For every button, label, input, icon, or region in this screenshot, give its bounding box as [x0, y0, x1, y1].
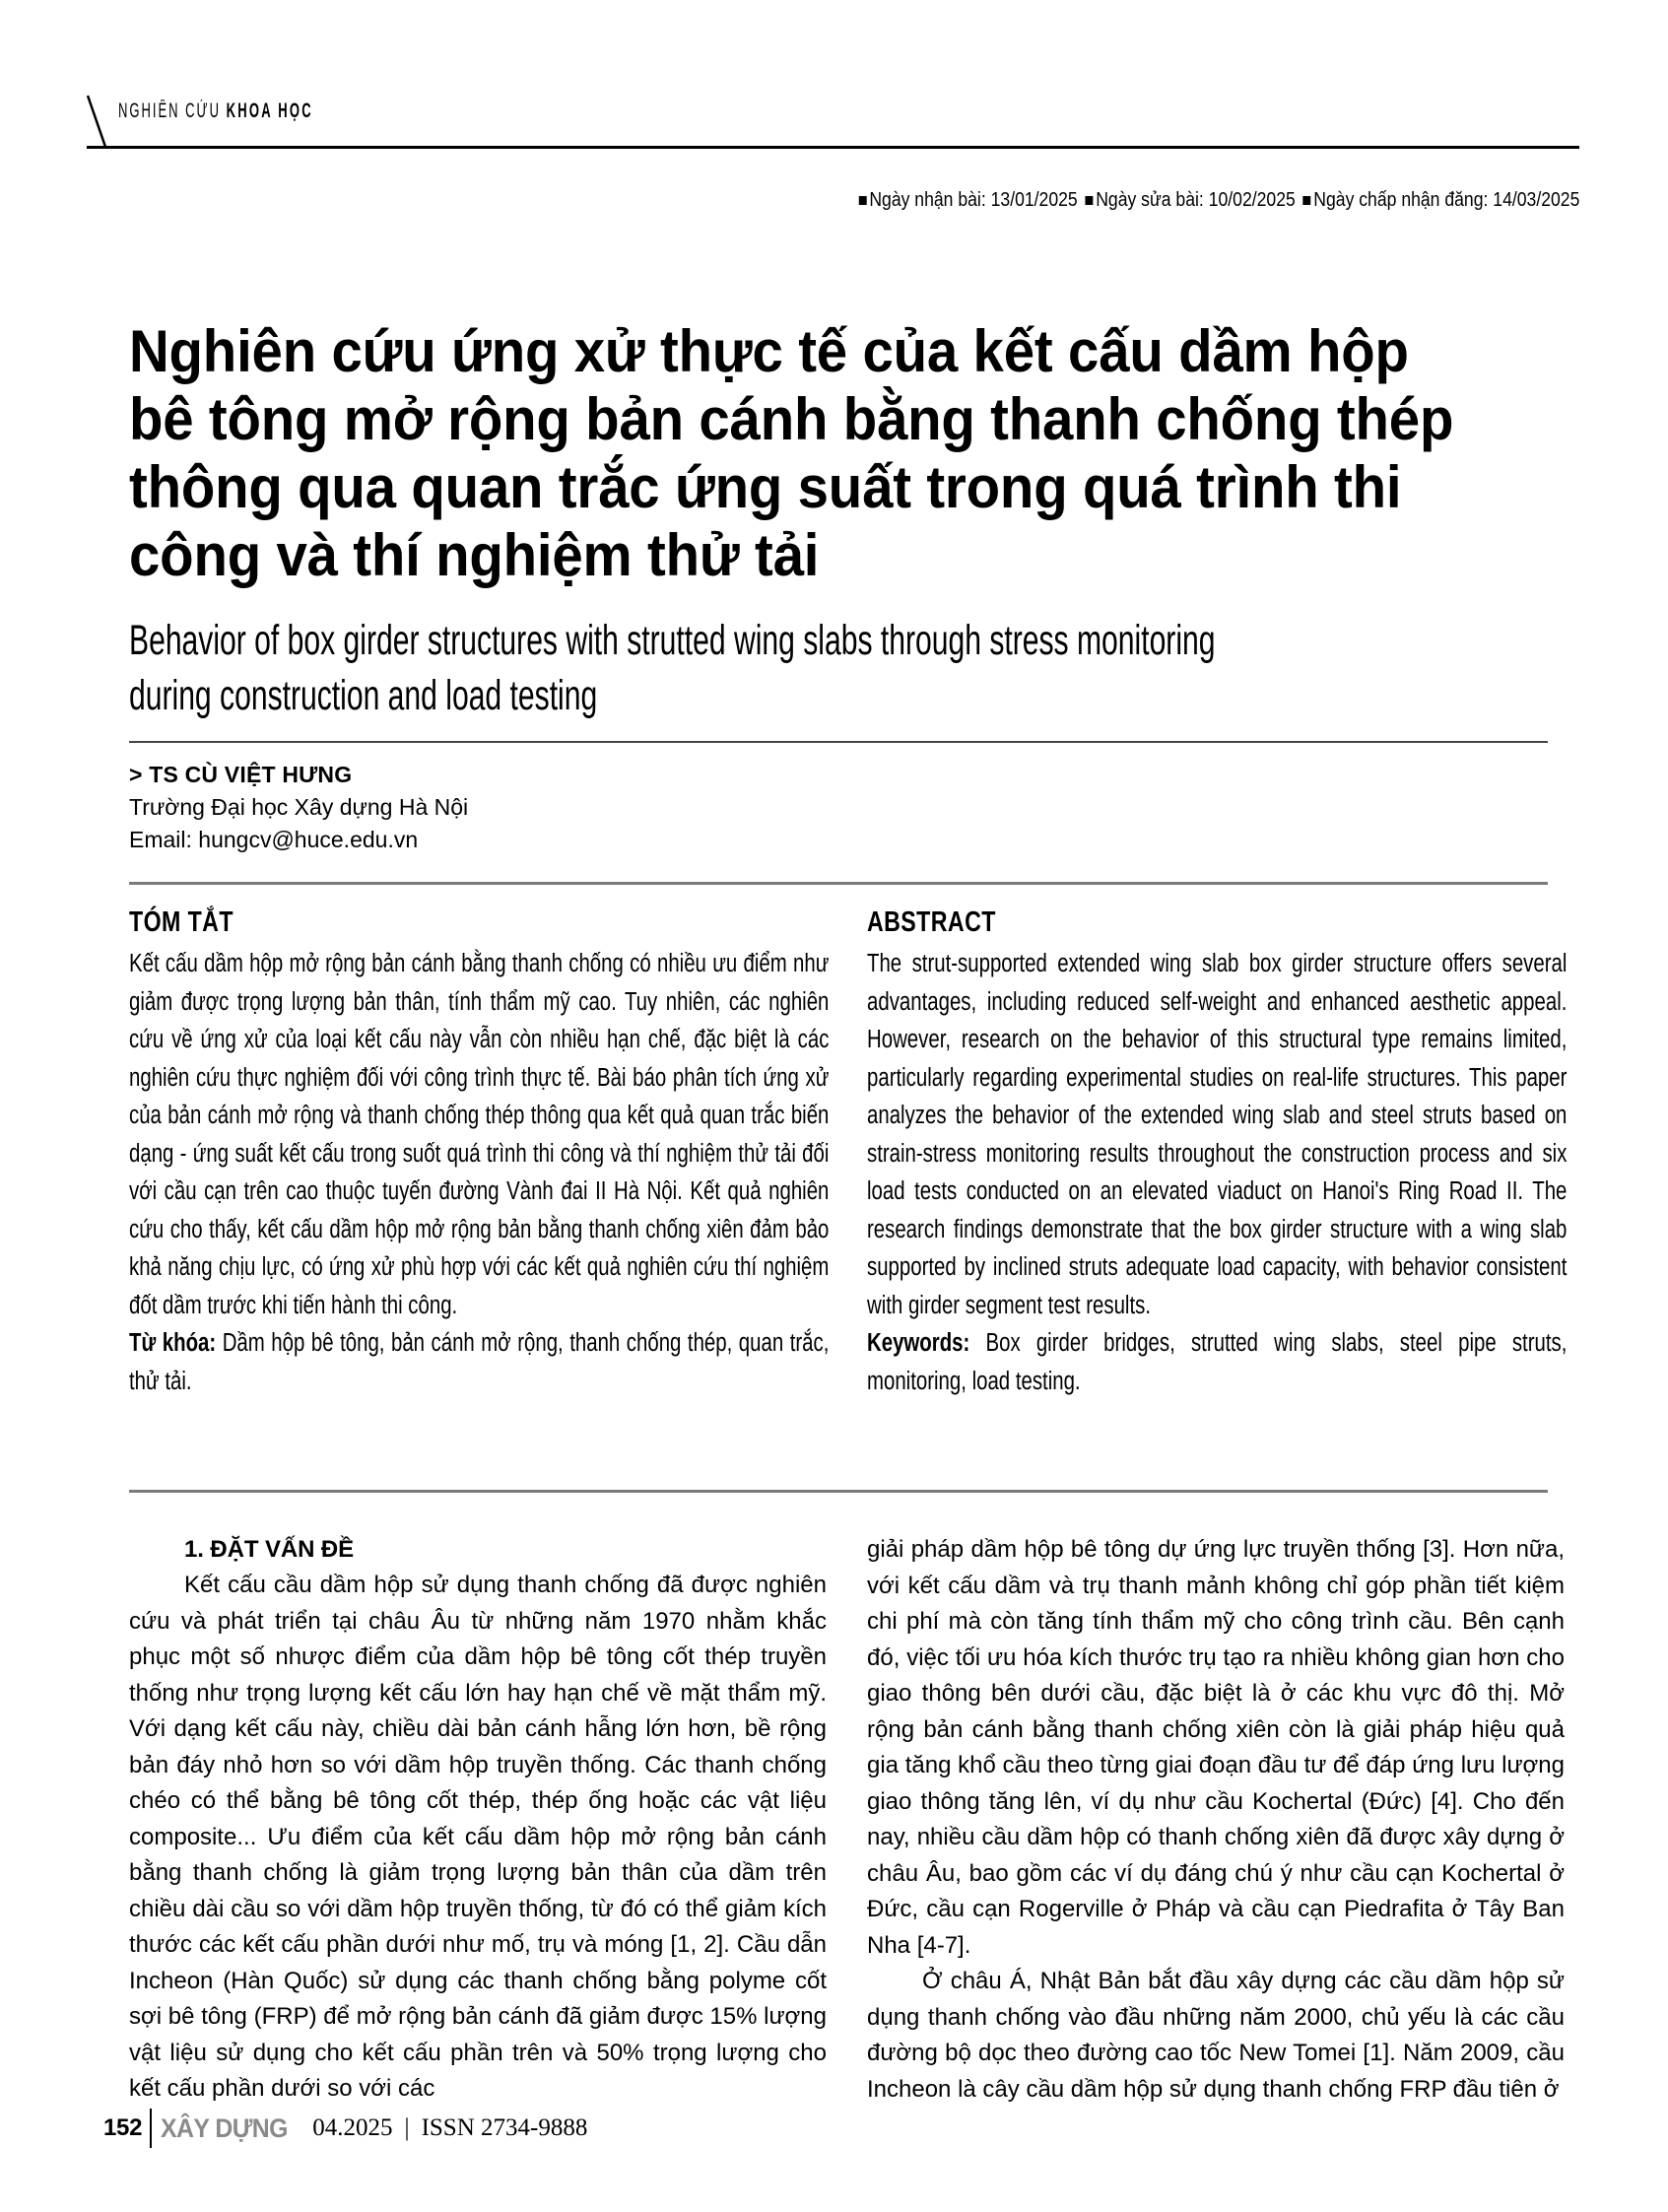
- article-title-english: [129, 613, 1216, 723]
- publication-dates: [858, 189, 1579, 212]
- author-email[interactable]: Email: hungcv@huce.edu.vn: [129, 827, 419, 852]
- issn-number: ISSN 2734-9888: [421, 2114, 588, 2141]
- abstract-top-divider: [129, 882, 1548, 885]
- abstract-english-heading: ABSTRACT: [867, 906, 996, 938]
- bullet-square-icon: [1085, 196, 1093, 205]
- issue-date: 04.2025: [312, 2114, 393, 2141]
- body-column-left: [129, 1532, 827, 2108]
- body-paragraph: giải pháp dầm hộp bê tông dự ứng lực truyền thống [3]. Hơn nữa, với kết cấu dầm và trụ thanh mảnh không chỉ góp phần tiết kiệm chi phí mà còn tăng tính thẩm mỹ cho công trình cầu. Bên cạnh đó, việc tối ưu hóa kích thước trụ tạo ra nhiều không gian hơn cho giao thông bên dưới cầu, đặc biệt là ở các khu vực đô thị. Mở rộng bản cánh bằng thanh chống xiên còn là giải pháp hiệu quả gia tăng khổ cầu theo từng giai đoạn đầu tư để đáp ứng lưu lượng giao thông tăng lên, ví dụ như cầu Kochertal (Đức) [4]. Cho đến nay, nhiều cầu dầm hộp có thanh chống xiên đã được xây dựng ở châu Âu, bao gồm các ví dụ đáng chú ý như cầu cạn Kochertal ở Đức, cầu cạn Rogerville ở Pháp và cầu cạn Piedrafita ở Tây Ban Nha [4-7].: [867, 1536, 1565, 1959]
- keywords-english-list: Box girder bridges, strutted wing slabs, steel pipe struts, monitoring, load testing.: [867, 1329, 1568, 1395]
- running-head-label: [118, 97, 313, 126]
- accepted-date: 14/03/2025: [1492, 189, 1579, 211]
- keywords-vietnamese-list: Dầm hộp bê tông, bản cánh mở rộng, thanh chống thép, quan trắc, thử tải.: [129, 1329, 830, 1395]
- received-label: Ngày nhận bài:: [868, 189, 991, 211]
- abstract-english-body: The strut-supported extended wing slab box girder structure offers several advantages, including reduced self-weight and enhanced aesthetic appeal. However, research on the behavior of this structural type remains limited, particularly regarding experimental studies on real-life structures. This paper analyzes the behavior of the extended wing slab and steel struts based on strain-stress monitoring results throughout the construction process and six load tests conducted on an elevated viaduct on Hanoi's Ring Road II. The research findings demonstrate that the box girder structure with a wing slab supported by inclined struts adequate load capacity, with behavior consistent with girder segment test results.: [867, 950, 1568, 1319]
- bullet-square-icon: [858, 196, 866, 205]
- keywords-vietnamese-label: Từ khóa:: [129, 1329, 217, 1357]
- section-heading-1: 1. ĐẶT VẤN ĐỀ: [184, 1536, 355, 1563]
- revised-date: 10/02/2025: [1208, 189, 1296, 211]
- journal-logo: XÂY DỰNG: [161, 2112, 289, 2143]
- author-block: [129, 759, 468, 856]
- footer-separator: |: [404, 2114, 410, 2141]
- article-title-english-line2: during construction and load testing: [129, 672, 598, 719]
- running-head: [0, 95, 1668, 150]
- page-footer: [103, 2107, 587, 2150]
- abstract-vietnamese: [129, 902, 829, 1400]
- abstract-vietnamese-heading: TÓM TẮT: [129, 906, 234, 938]
- revised-label: Ngày sửa bài:: [1095, 189, 1209, 211]
- abstract-bottom-divider: [129, 1490, 1548, 1493]
- page-number: 152: [103, 2114, 143, 2141]
- received-date: 13/01/2025: [990, 189, 1078, 211]
- body-paragraph: Ở châu Á, Nhật Bản bắt đầu xây dựng các cầu dầm hộp sử dụng thanh chống vào đầu những năm 2000, chủ yếu là các cầu đường bộ dọc theo đường cao tốc New Tomei [1]. Năm 2009, cầu Incheon là cây cầu dầm hộp sử dụng thanh chống FRP đầu tiên ở: [867, 1968, 1565, 2103]
- running-head-bold: KHOA HỌC: [226, 100, 313, 122]
- abstract-english: [867, 902, 1567, 1400]
- accepted-label: Ngày chấp nhận đăng:: [1312, 189, 1493, 211]
- keywords-vietnamese: [129, 1324, 829, 1400]
- slash-decoration-icon: [87, 95, 112, 150]
- body-paragraph: Kết cấu cầu dầm hộp sử dụng thanh chống đã được nghiên cứu và phát triển tại châu Âu từ những năm 1970 nhằm khắc phục một số nhược điểm của dầm hộp bê tông cốt thép truyền thống như trọng lượng kết cấu lớn hay hạn chế về mặt thẩm mỹ. Với dạng kết cấu này, chiều dài bản cánh hẫng lớn hơn, bề rộng bản đáy nhỏ hơn so với dầm hộp truyền thống. Các thanh chống chéo có thể bằng bê tông cốt thép, thép ống hoặc các vật liệu composite... Ưu điểm của kết cấu dầm hộp mở rộng bản cánh bằng thanh chống là giảm trọng lượng bản thân của dầm trên chiều dài cầu so với dầm hộp truyền thống, từ đó có thể giảm kích thước các kết cấu phần dưới như mố, trụ và móng [1, 2]. Cầu dẫn Incheon (Hàn Quốc) sử dụng các thanh chống bằng polyme cốt sợi bê tông (FRP) để mở rộng bản cánh đã giảm được 15% lượng vật liệu sử dụng cho kết cấu phần trên và 50% trọng lượng cho kết cấu phần dưới so với các: [129, 1572, 827, 2102]
- body-column-right: [867, 1532, 1565, 2108]
- author-affiliation: Trường Đại học Xây dựng Hà Nội: [129, 794, 469, 820]
- article-title-english-line1: Behavior of box girder structures with strutted wing slabs through stress monitoring: [129, 617, 1216, 664]
- author-divider: [129, 741, 1548, 743]
- abstract-vietnamese-body: Kết cấu dầm hộp mở rộng bản cánh bằng thanh chống có nhiều ưu điểm như giảm được trọng lượng bản thân, tính thẩm mỹ cao. Tuy nhiên, các nghiên cứu về ứng xử của loại kết cấu này vẫn còn nhiều hạn chế, đặc biệt là các nghiên cứu thực nghiệm đối với công trình thực tế. Bài báo phân tích ứng xử của bản cánh mở rộng và thanh chống thép thông qua kết quả quan trắc biến dạng - ứng suất kết cấu trong suốt quá trình thi công và thí nghiệm thử tải đối với cầu cạn trên cao thuộc tuyến đường Vành đai II Hà Nội. Kết quả nghiên cứu cho thấy, kết cấu dầm hộp mở rộng bản bằng thanh chống xiên đảm bảo khả năng chịu lực, có ứng xử phù hợp với các kết quả nghiên cứu thí nghiệm đốt dầm trước khi tiến hành thi công.: [129, 950, 830, 1319]
- running-head-rule: [87, 146, 1579, 149]
- author-name: > TS CÙ VIỆT HƯNG: [129, 762, 353, 787]
- footer-divider: [150, 2109, 152, 2148]
- bullet-square-icon: [1302, 196, 1310, 205]
- keywords-english-label: Keywords:: [867, 1329, 970, 1357]
- article-title-vietnamese: Nghiên cứu ứng xử thực tế của kết cấu dầm hộp bê tông mở rộng bản cánh bằng thanh chống thép thông qua quan trắc ứng suất trong quá trình thi công và thí nghiệm thử tải: [129, 318, 1454, 589]
- running-head-prefix: NGHIÊN CỨU: [118, 100, 227, 122]
- keywords-english: [867, 1324, 1567, 1400]
